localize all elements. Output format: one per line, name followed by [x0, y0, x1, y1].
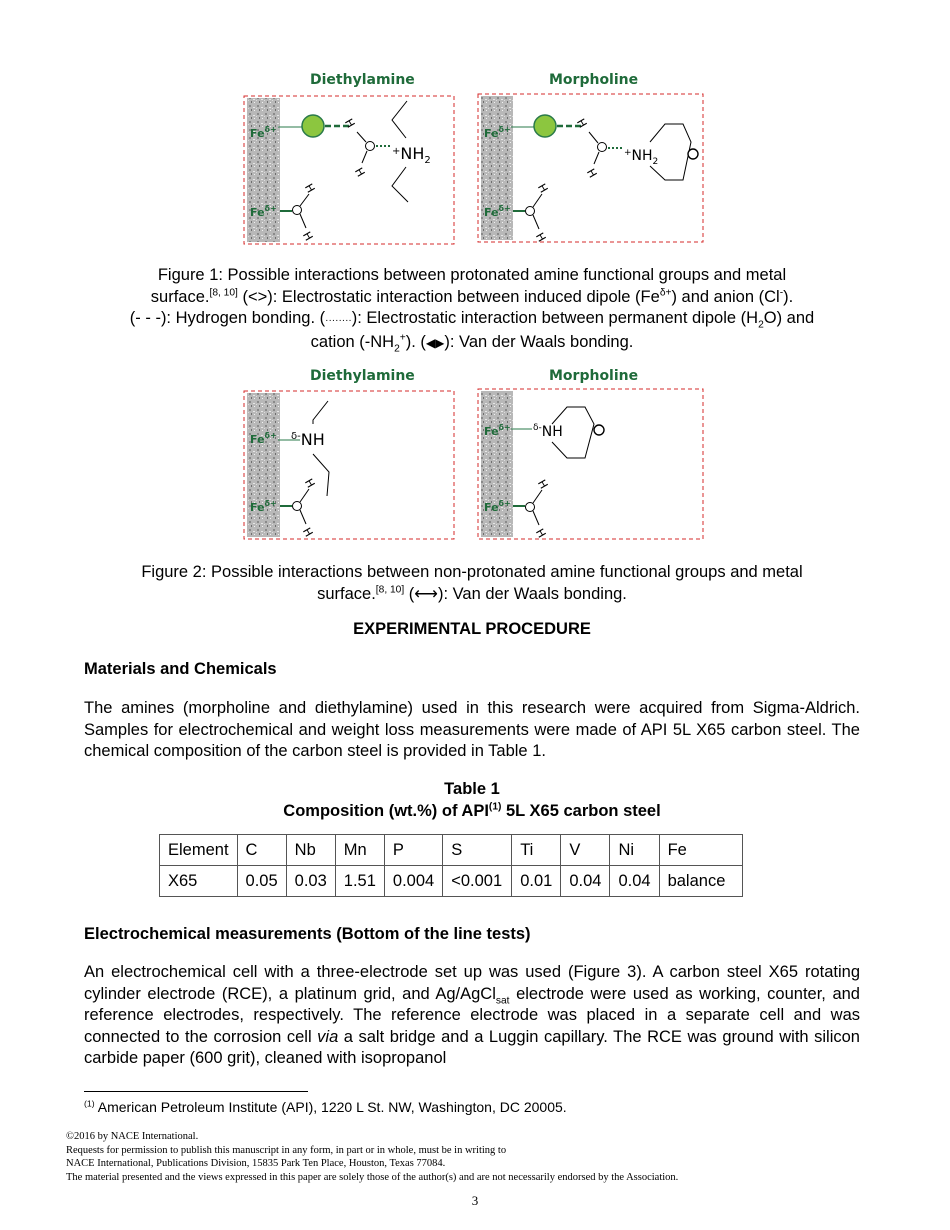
ethyl-upper: [392, 101, 407, 138]
figure-2-caption: [84, 562, 860, 605]
svg-text:Feδ+: $Fe^{\delta+}$: [484, 423, 511, 438]
figure-1: [0, 0, 950, 260]
chloride-anion: [302, 115, 324, 137]
svg-text:Feδ+: $Fe^{\delta+}$: [250, 499, 277, 514]
footnote: $^{(1)}$ American Petroleum Institute (API), 1220 L St. NW, Washington, DC 20005.: [84, 1098, 567, 1115]
table-header-cell: Ni: [610, 835, 659, 866]
water-h-top: H: [341, 116, 358, 131]
table-header-cell: Element: [160, 835, 238, 866]
figure-2-left-metal-surface: [247, 393, 280, 537]
page-number: 3: [471, 1193, 479, 1208]
table-title: Table 1: [444, 780, 500, 798]
copyright-block: [66, 1130, 678, 1184]
table-cell: 0.01: [512, 866, 561, 897]
table-cell: 0.04: [561, 866, 610, 897]
svg-text:δ-NH: $^{\delta-}$NH: [533, 423, 563, 440]
figure-1-left-title: Diethylamine: [310, 72, 415, 88]
table-header-cell: Mn: [335, 835, 384, 866]
long-arrow-icon: ⟷: [414, 584, 438, 603]
copyright-line: ©2016 by NACE International.: [66, 1131, 199, 1142]
section-heading: EXPERIMENTAL PROCEDURE: [353, 620, 591, 638]
table-cell: 0.03: [286, 866, 335, 897]
dashed-line-icon: - - -: [135, 309, 161, 327]
paragraph-electrochemical: An electrochemical cell with a three-electrode set up was used (Figure 3). A carbon steel X65 rotating cylinder electrode (RCE), a platinum grid, and Ag/AgCl$_{sat}$ electrode were used as working, counter, and reference electrodes, respectively. The reference electrode was placed in a separate cell and was connected to the corrosion cell via a salt bridge and a Luggin capillary. The RCE was ground with silicon carbide paper (600 grit), cleaned with isopropanol: [84, 963, 860, 1067]
bold-arrow-icon: ◀▶: [425, 335, 445, 350]
table-cell: 0.04: [610, 866, 659, 897]
figure-1-caption-line-3: (- - -): Hydrogen bonding. (········): Electrostatic interaction between permanent dipole $(H_2O)$ and: [129, 309, 815, 331]
svg-text:+NH2: $^+NH_2$: [624, 148, 659, 167]
water-h-bottom: H: [351, 165, 368, 180]
morpholine-ring: [650, 124, 691, 180]
figure-1-left-metal-surface: [247, 98, 280, 242]
figure-1-caption-line-1: Figure 1: Possible interactions between protonated amine functional groups and metal: [157, 266, 787, 284]
figure-2-right-metal-surface: [481, 391, 513, 537]
subheading-materials: Materials and Chemicals: [84, 660, 277, 678]
table-header-cell: Fe: [659, 835, 742, 866]
svg-text:Feδ+: $Fe^{\delta+}$: [484, 499, 511, 514]
svg-text:H: H: [534, 477, 551, 492]
figure-1-left-fe-top: $Fe^{\delta+}$: [250, 125, 277, 140]
svg-text:H: H: [301, 181, 318, 196]
table-cell: 1.51: [335, 866, 384, 897]
svg-text:Feδ+: $Fe^{\delta+}$: [250, 431, 277, 446]
copyright-line: The material presented and the views expressed in this paper are solely those of the author(s) and are not necessarily endorsed by the Association.: [66, 1171, 679, 1183]
svg-text:H: H: [532, 526, 549, 541]
figure-1-left-fe-bottom: $Fe^{\delta+}$: [250, 204, 277, 219]
svg-text:H: H: [301, 476, 318, 491]
svg-text:Feδ+: $Fe^{\delta+}$: [484, 204, 511, 219]
ethyl-lower: [392, 167, 408, 202]
svg-text:H: H: [534, 181, 551, 196]
nh2-plus: $^+NH_2$: [392, 144, 431, 166]
svg-text:H: H: [299, 525, 316, 540]
figure-2-left-title: Diethylamine: [310, 368, 415, 384]
table-header-cell: Ti: [512, 835, 561, 866]
copyright-line: Requests for permission to publish this manuscript in any form, in part or in whole, must be in writing to: [66, 1144, 507, 1156]
table-header-row: [160, 835, 743, 866]
table-cell: 0.05: [237, 866, 286, 897]
dotted-line-icon: ········: [325, 315, 352, 326]
table-cell: <0.001: [443, 866, 512, 897]
table-subtitle: Composition (wt.%) of API$^{(1)}$ 5L X65 carbon steel: [283, 801, 661, 820]
figure-2-caption-line-1: Figure 2: Possible interactions between non-protonated amine functional groups and metal: [141, 563, 803, 581]
double-arrow-icon: <>: [247, 287, 268, 306]
figure-2-caption-line-2: surface.[8, 10] (⟷): Van der Waals bonding.: [317, 584, 627, 603]
table-cell: X65: [160, 866, 238, 897]
figure-2: [0, 360, 950, 550]
figure-2-right-title: Morpholine: [549, 368, 639, 384]
composition-table: [159, 834, 743, 897]
paragraph-materials: The amines (morpholine and diethylamine) used in this research were acquired from Sigma-Aldrich. Samples for electrochemical and weight loss measurements were made of API 5L X65 carbon steel. The chemical composition of the carbon steel is provided in Table 1.: [84, 699, 860, 760]
table-header-cell: S: [443, 835, 512, 866]
table-header-cell: C: [237, 835, 286, 866]
subheading-electrochemical: Electrochemical measurements (Bottom of the line tests): [84, 925, 531, 943]
table-row: [160, 866, 743, 897]
table-cell: 0.004: [384, 866, 442, 897]
table-cell: balance: [659, 866, 742, 897]
table-header-cell: V: [561, 835, 610, 866]
figure-1-right-fe-top: $Fe^{\delta+}$: [484, 125, 511, 140]
nh-group: $^{\delta-}$NH: [291, 430, 325, 449]
figure-1-caption-line-4: cation $(-NH_2^+)$. (◀▶): Van der Waals bonding.: [310, 332, 634, 354]
table-header-cell: P: [384, 835, 442, 866]
figure-1-caption: [84, 265, 860, 354]
water-oxygen: [366, 142, 375, 151]
copyright-line: NACE International, Publications Division, 15835 Park Ten Place, Houston, Texas 77084.: [66, 1158, 446, 1169]
table-header-cell: Nb: [286, 835, 335, 866]
svg-text:H: H: [583, 166, 600, 181]
svg-text:H: H: [573, 116, 590, 131]
figure-1-caption-line-2: surface.[8, 10] (<>): Electrostatic interaction between induced dipole $(Fe^{\delta+})$ and anion (Cl-).: [150, 287, 794, 306]
table-caption: [84, 778, 860, 822]
svg-text:H: H: [299, 229, 316, 244]
svg-text:H: H: [532, 230, 549, 245]
figure-1-right-title: Morpholine: [549, 72, 639, 88]
footnote-separator: [84, 1091, 308, 1092]
